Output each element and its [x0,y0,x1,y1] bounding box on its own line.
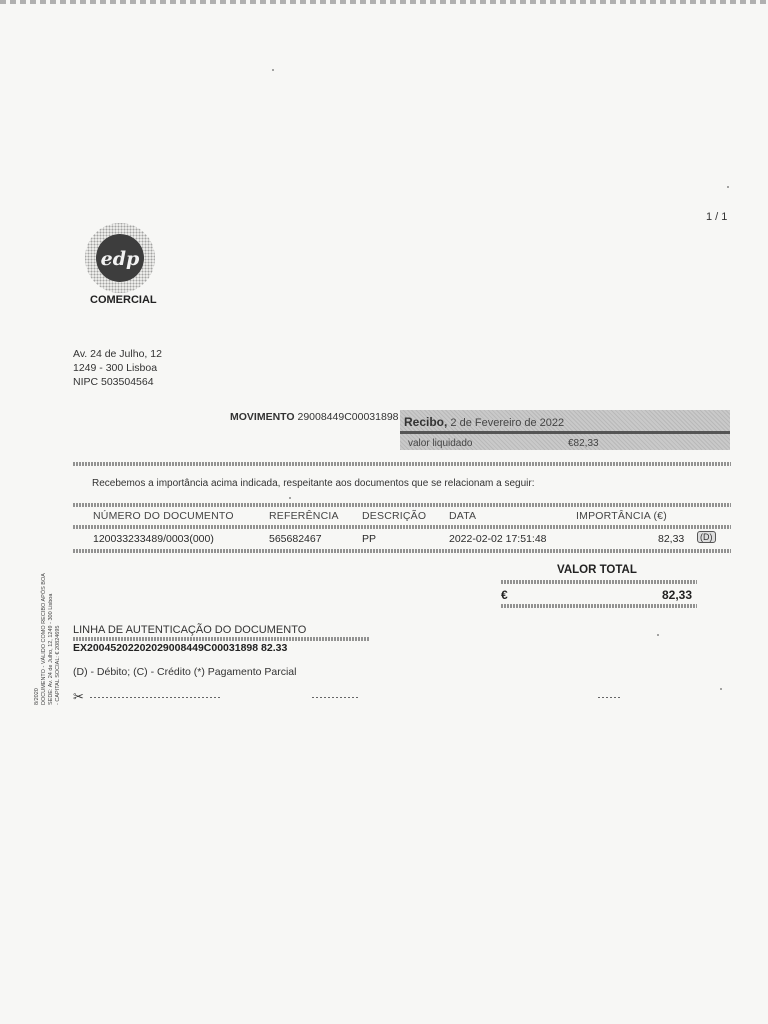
scan-speck [289,497,291,499]
autenticacao-rule [73,637,369,641]
header-referencia: REFERÊNCIA [269,510,339,522]
header-data: DATA [449,510,477,522]
side-text-1: 8/2020 [34,688,40,705]
logo-text: edp [100,248,140,270]
cut-line [90,697,222,698]
address-city: 1249 - 300 Lisboa [73,362,158,374]
header-importancia: IMPORTÂNCIA (€) [576,510,667,522]
divider [73,462,731,466]
header-numero: NÚMERO DO DOCUMENTO [93,510,234,522]
movimento-number: 29008449C00031898 [297,411,399,423]
autenticacao-code: EX20045202202029008449C00031898 82.33 [73,642,288,654]
row-data: 2022-02-02 17:51:48 [449,533,547,545]
valor-total-bottom-rule [501,604,697,608]
intro-text: Recebemos a importância acima indicada, respeitante aos documentos que se relacionam a seguir: [92,478,535,489]
scan-speck [720,688,722,690]
table-top-rule [73,503,731,507]
company-nipc: NIPC 503504564 [73,376,154,388]
cut-line [312,697,358,698]
legend-text: (D) - Débito; (C) - Crédito (*) Pagamento Parcial [73,666,297,678]
valor-liquidado-label: valor liquidado [408,438,473,449]
cut-line [598,697,620,698]
edp-logo [84,222,156,294]
recibo-label: Recibo, [404,415,448,429]
table-header-rule [73,525,731,529]
valor-liquidado-value: €82,33 [568,438,599,449]
table-bottom-rule [73,549,731,553]
page-number: 1 / 1 [706,211,728,223]
side-text-3: SEDE: Av. 24 de Julho, 12, 1249 - 300 Lisboa [48,593,54,705]
scan-speck [727,186,729,188]
company-caption: COMERCIAL [90,294,157,306]
row-referencia: 565682467 [269,533,322,545]
scan-speck [272,69,274,71]
row-descricao: PP [362,533,377,545]
valor-total-label: VALOR TOTAL [557,564,637,576]
recibo-divider [400,431,730,434]
row-numero: 120033233489/0003(000) [93,533,214,545]
row-tipo-badge: (D) [697,531,716,543]
scan-top-edge [0,0,768,4]
valor-total-top-rule [501,580,697,584]
scissors-icon: ✂ [73,689,84,704]
address-street: Av. 24 de Julho, 12 [73,348,162,360]
side-text-2: DOCUMENTO - VÁLIDO COMO RECIBO APÓS BOA [41,573,47,705]
movimento-label: MOVIMENTO [230,411,295,423]
valor-total-amount: 82,33 [662,588,693,602]
row-importancia: 82,33 [658,533,685,545]
recibo-header [404,415,564,429]
autenticacao-title: LINHA DE AUTENTICAÇÃO DO DOCUMENTO [73,624,307,636]
movimento [230,411,399,423]
side-text-4: - CAPITAL SOCIAL: € 20824695 [55,625,61,705]
header-descricao: DESCRIÇÃO [362,510,427,522]
valor-total-currency: € [501,588,508,602]
scan-speck [657,634,659,636]
recibo-date: 2 de Fevereiro de 2022 [450,417,565,429]
